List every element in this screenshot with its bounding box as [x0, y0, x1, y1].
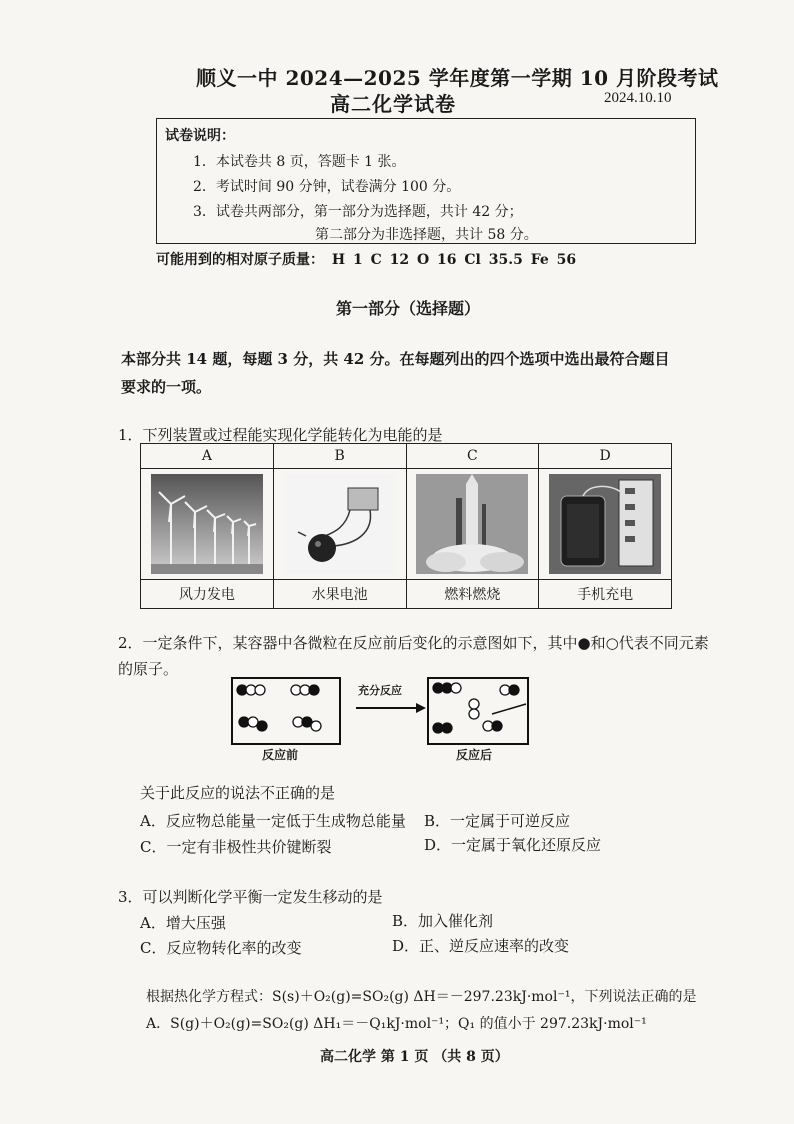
rocket-launch-image: [416, 474, 528, 574]
exam-date: 2024.10.10: [604, 90, 672, 106]
exam-subtitle: 高二化学试卷: [330, 92, 456, 116]
q2-option-d: D．一定属于氧化还原反应: [424, 836, 602, 854]
q2-option-c: C．一定有非极性共价键断裂: [140, 838, 332, 856]
q2-stem-line1: 2．一定条件下，某容器中各微粒在反应前后变化的示意图如下，其中●和○代表不同元素: [118, 634, 709, 652]
after-label: 反应后: [456, 748, 493, 762]
q3-option-d: D．正、逆反应速率的改变: [392, 937, 570, 955]
q4-stem: 根据热化学方程式：S(s)＋O₂(g)=SO₂(g) ΔH＝－297.23kJ·mol⁻¹，下列说法正确的是: [146, 989, 697, 1005]
atomic-masses: 可能用到的相对原子质量： H 1 C 12 O 16 Cl 35.5 Fe 56: [156, 252, 577, 268]
q2-option-a: A．反应物总能量一定低于生成物总能量: [140, 812, 406, 830]
q1-label-a: 风力发电: [141, 580, 274, 609]
q1-options-table: [140, 443, 672, 609]
q3-stem: 3．可以判断化学平衡一定发生移动的是: [118, 888, 383, 906]
q3-option-a: A．增大压强: [140, 914, 226, 932]
exam-title: 顺义一中 2024—2025 学年度第一学期 10 月阶段考试: [196, 66, 719, 90]
q1-label-b: 水果电池: [273, 580, 406, 609]
q2-stem-line2: 的原子。: [118, 660, 179, 678]
q1-col-d: D: [539, 444, 672, 469]
arrow-label: 充分反应: [358, 684, 402, 697]
q1-stem: 1．下列装置或过程能实现化学能转化为电能的是: [118, 426, 443, 444]
q2-question: 关于此反应的说法不正确的是: [140, 784, 336, 802]
q1-col-b: B: [273, 444, 406, 469]
q1-label-d: 手机充电: [539, 580, 672, 609]
q3-option-c: C．反应物转化率的改变: [140, 939, 302, 957]
part1-description: 本部分共 14 题，每题 3 分，共 42 分。在每题列出的四个选项中选出最符合题目要求的一项。: [121, 350, 670, 396]
q1-col-c: C: [406, 444, 539, 469]
before-label: 反应前: [262, 748, 299, 762]
wind-turbines-image: [151, 474, 263, 574]
part1-title: 第一部分（选择题）: [336, 299, 481, 318]
q3-option-b: B．加入催化剂: [392, 912, 494, 930]
q1-col-a: A: [141, 444, 274, 469]
fruit-battery-image: [284, 474, 396, 574]
instruction-item: 1．本试卷共 8 页，答题卡 1 张。: [193, 154, 406, 170]
instruction-item: 2．考试时间 90 分钟，试卷满分 100 分。: [193, 179, 461, 195]
instructions-heading: 试卷说明：: [165, 128, 235, 144]
phone-charging-image: [549, 474, 661, 574]
instruction-item: 第二部分为非选择题，共计 58 分。: [315, 227, 538, 243]
instructions-box: [156, 118, 696, 244]
q4-option-a: A．S(g)＋O₂(g)=SO₂(g) ΔH₁＝－Q₁kJ·mol⁻¹；Q₁ 的值小于 297.23kJ·mol⁻¹: [146, 1016, 647, 1032]
q2-option-b: B．一定属于可逆反应: [424, 812, 571, 830]
q1-label-c: 燃料燃烧: [406, 580, 539, 609]
page-footer: 高二化学 第 1 页 （共 8 页）: [320, 1049, 509, 1065]
instruction-item: 3．试卷共两部分，第一部分为选择题，共计 42 分；: [193, 204, 523, 220]
